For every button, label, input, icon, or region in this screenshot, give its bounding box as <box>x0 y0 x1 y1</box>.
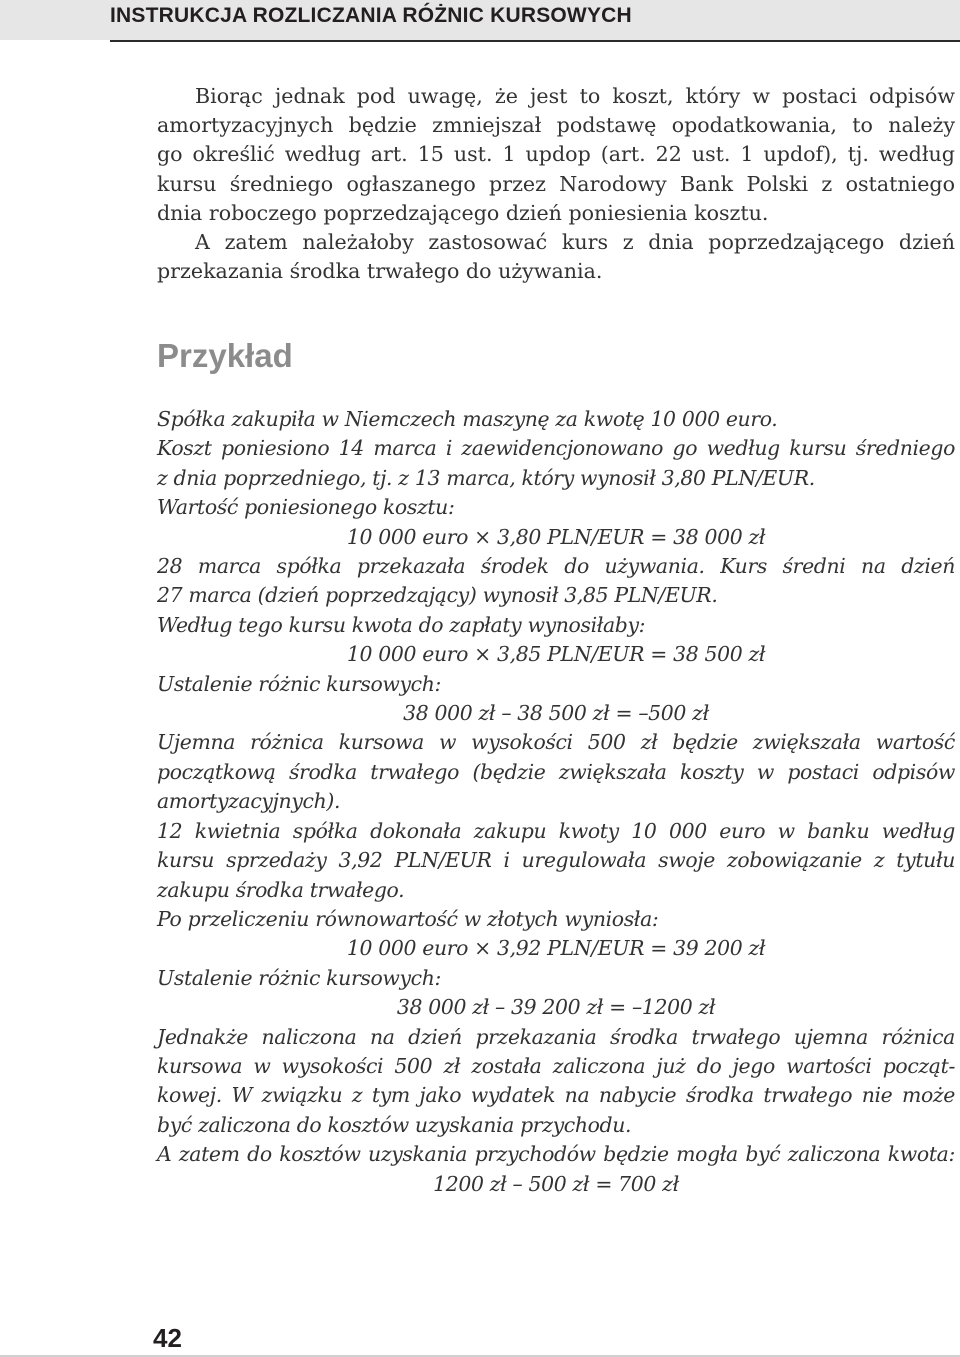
text-line: Biorąc jednak pod uwagę, że jest to koszt, który w postaci odpisów <box>195 84 955 108</box>
example-line: Ujemna różnica kursowa w wysokości 500 zł będzie zwiększała wartość <box>157 730 955 755</box>
example-line: być zaliczona do kosztów uzyskania przychodu. <box>157 1112 632 1137</box>
example-block <box>157 405 955 1199</box>
example-line: Według tego kursu kwota do zapłaty wynosiłaby: <box>157 612 646 637</box>
example-line: Jednakże naliczona na dzień przekazania środka trwałego ujemna różnica <box>157 1024 955 1049</box>
header-band <box>0 0 960 40</box>
intro-paragraph <box>157 82 955 286</box>
example-line: Spółka zakupiła w Niemczech maszynę za kwotę 10 000 euro. <box>157 407 778 431</box>
text-line: kursu średniego ogłaszanego przez Narodowy Bank Polski z ostatniego <box>157 171 955 196</box>
header-rule <box>110 40 960 42</box>
text-line: przekazania środka trwałego do używania. <box>157 259 603 284</box>
example-line: Ustalenie różnic kursowych: <box>157 671 442 696</box>
example-line: kursowa w wysokości 500 zł została zaliczona już do jego wartości począt- <box>157 1053 955 1078</box>
example-line: zakupu środka trwałego. <box>157 877 405 902</box>
example-line: A zatem do kosztów uzyskania przychodów będzie mogła być zaliczona kwota: <box>157 1142 955 1167</box>
running-header-title: INSTRUKCJA ROZLICZANIA RÓŻNIC KURSOWYCH <box>110 4 632 27</box>
text-line: amortyzacyjnych będzie zmniejszał podstawę opodatkowania, to należy <box>157 113 955 138</box>
text-line: dnia roboczego poprzedzającego dzień poniesienia kosztu. <box>157 200 769 225</box>
calculation-line: 10 000 euro × 3,80 PLN/EUR = 38 000 zł <box>346 524 766 549</box>
calculation-line: 10 000 euro × 3,85 PLN/EUR = 38 500 zł <box>346 642 766 667</box>
calculation-line: 38 000 zł – 39 200 zł = –1200 zł <box>396 995 716 1020</box>
example-line: 27 marca (dzień poprzedzający) wynosił 3,85 PLN/EUR. <box>157 583 718 608</box>
example-line: Wartość poniesionego kosztu: <box>157 495 455 520</box>
calculation-line: 38 000 zł – 38 500 zł = –500 zł <box>403 701 709 726</box>
example-line: z dnia poprzedniego, tj. z 13 marca, który wynosił 3,80 PLN/EUR. <box>157 465 815 490</box>
example-line: amortyzacyjnych). <box>157 789 341 814</box>
example-line: kursu sprzedaży 3,92 PLN/EUR i uregulowała swoje zobowiązanie z tytułu <box>157 848 955 873</box>
text-line: go określić według art. 15 ust. 1 updop (art. 22 ust. 1 updof), tj. według <box>157 142 955 167</box>
example-line: kowej. W związku z tym jako wydatek na nabycie środka trwałego nie może <box>157 1083 955 1108</box>
example-line: Ustalenie różnic kursowych: <box>157 965 442 990</box>
example-line: początkową środka trwałego (będzie zwiększała koszty w postaci odpisów <box>157 759 955 784</box>
page-number: 42 <box>153 1323 182 1353</box>
calculation-line: 10 000 euro × 3,92 PLN/EUR = 39 200 zł <box>346 936 766 961</box>
example-line: Po przeliczeniu równowartość w złotych wyniosła: <box>157 906 659 931</box>
example-line: 28 marca spółka przekazała środek do używania. Kurs średni na dzień <box>157 554 955 579</box>
example-line: Koszt poniesiono 14 marca i zaewidencjonowano go według kursu średniego <box>157 436 955 461</box>
example-line: 12 kwietnia spółka dokonała zakupu kwoty 10 000 euro w banku według <box>157 818 955 843</box>
example-heading: Przykład <box>157 337 293 374</box>
text-line: A zatem należałoby zastosować kurs z dnia poprzedzającego dzień <box>195 230 955 255</box>
calculation-line: 1200 zł – 500 zł = 700 zł <box>433 1171 679 1196</box>
